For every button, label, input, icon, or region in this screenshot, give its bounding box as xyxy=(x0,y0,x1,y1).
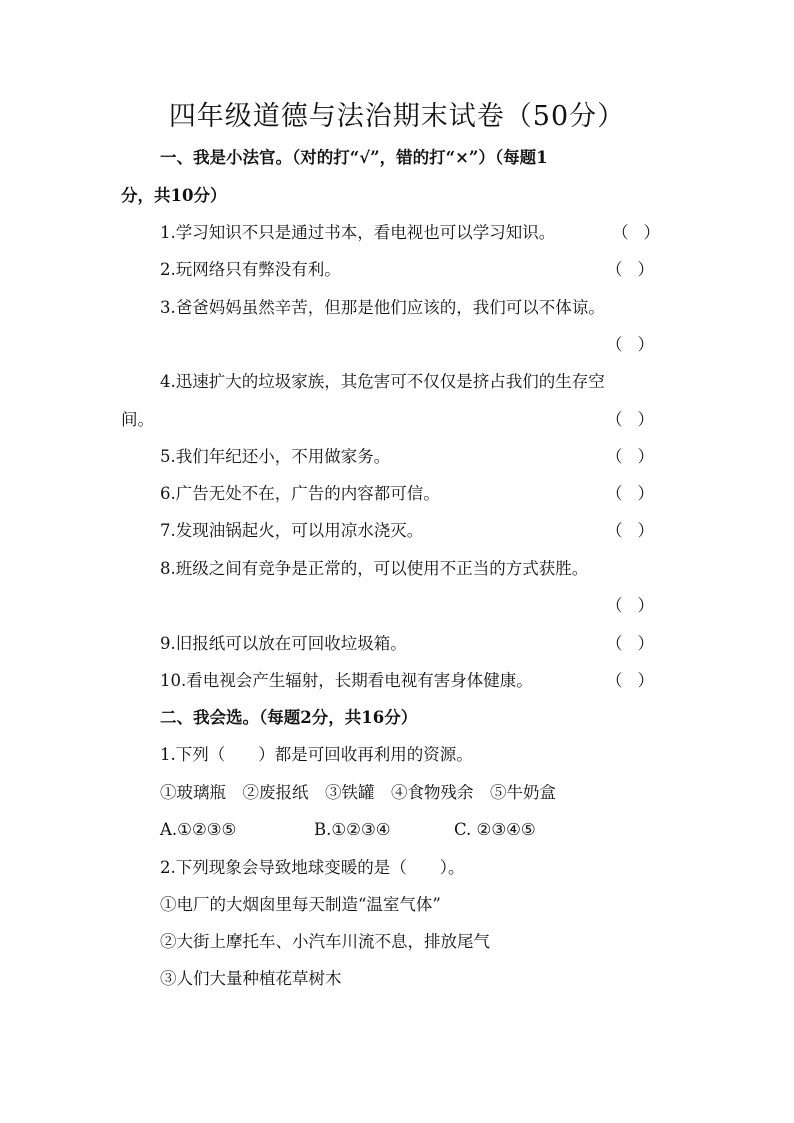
answer-paren-6: （ ） xyxy=(606,484,654,503)
question-3: 3.爸爸妈妈虽然辛苦，但那是他们应该的，我们可以不体谅。 xyxy=(160,298,605,317)
mc-question-2-option-3: ③人们大量种植花草树木 xyxy=(160,969,342,988)
question-4: 4.迅速扩大的垃圾家族，其危害可不仅仅是挤占我们的生存空 xyxy=(160,372,605,391)
page-title: 四年级道德与法治期末试卷（50分） xyxy=(168,101,626,132)
question-10: 10.看电视会产生辐射，长期看电视有害身体健康。 xyxy=(160,671,533,690)
answer-paren-10: （ ） xyxy=(606,671,654,690)
section2-heading: 二、我会选。（每题2分，共16分） xyxy=(160,708,418,727)
question-2: 2.玩网络只有弊没有利。 xyxy=(160,260,341,279)
mc-question-1: 1.下列（ ）都是可回收再利用的资源。 xyxy=(160,745,473,764)
answer-paren-9: （ ） xyxy=(606,634,654,653)
mc-question-1-choice-b: B.①②③④ xyxy=(314,820,391,839)
question-9: 9.旧报纸可以放在可回收垃圾箱。 xyxy=(160,634,407,653)
mc-question-1-choice-c: C. ②③④⑤ xyxy=(454,820,536,839)
answer-paren-7: （ ） xyxy=(606,521,654,540)
mc-question-1-choice-a: A.①②③⑤ xyxy=(160,820,237,839)
question-8: 8.班级之间有竞争是正常的，可以使用不正当的方式获胜。 xyxy=(160,559,589,578)
question-7: 7.发现油锅起火，可以用凉水浇灭。 xyxy=(160,521,424,540)
mc-question-1-options: ①玻璃瓶 ②废报纸 ③铁罐 ④食物残余 ⑤牛奶盒 xyxy=(160,783,556,802)
mc-question-2-option-2: ②大街上摩托车、小汽车川流不息，排放尾气 xyxy=(160,932,490,951)
answer-paren-8: （ ） xyxy=(606,596,654,615)
question-5: 5.我们年纪还小，不用做家务。 xyxy=(160,447,391,466)
answer-paren-4: （ ） xyxy=(606,410,654,429)
mc-question-2-option-1: ①电厂的大烟囱里每天制造“温室气体” xyxy=(160,895,441,914)
question-6: 6.广告无处不在，广告的内容都可信。 xyxy=(160,484,440,503)
answer-paren-5: （ ） xyxy=(606,447,654,466)
question-1: 1.学习知识不只是通过书本，看电视也可以学习知识。 xyxy=(160,223,556,242)
section1-heading-line1: 一、我是小法官。（对的打“√”，错的打“×”）（每题1 xyxy=(160,148,548,167)
answer-paren-1: （ ） xyxy=(612,223,660,242)
answer-paren-2: （ ） xyxy=(606,260,654,279)
question-4-continued: 间。 xyxy=(121,410,154,429)
section1-heading-line2: 分，共10分） xyxy=(121,186,227,205)
answer-paren-3: （ ） xyxy=(606,335,654,354)
mc-question-2: 2.下列现象会导致地球变暖的是（ ）。 xyxy=(160,858,465,877)
